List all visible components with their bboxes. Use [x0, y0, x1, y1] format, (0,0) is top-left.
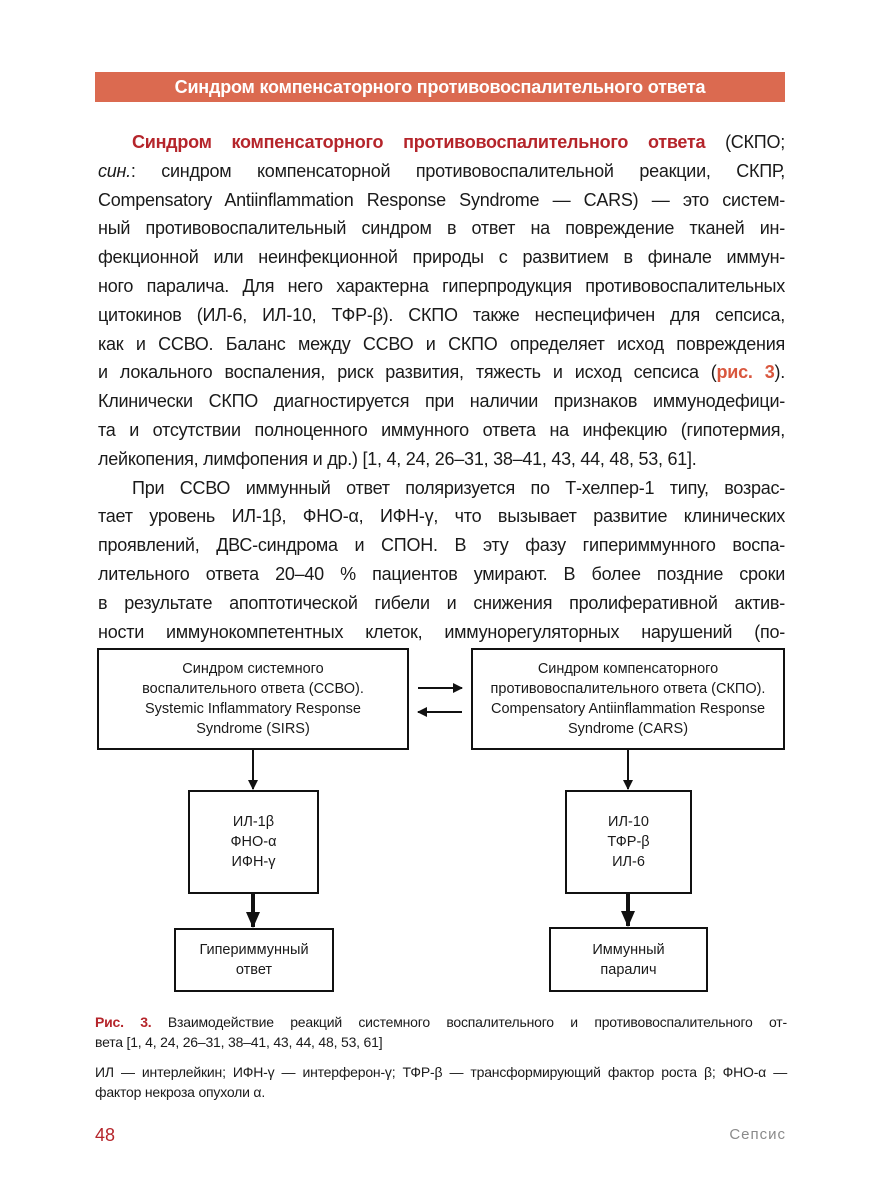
caption-text: вета [1, 4, 24, 26–31, 38–41, 43, 44, 48, 53, 61] [95, 1034, 383, 1050]
cytokine: ТФР-β [607, 834, 650, 850]
text-segment: и локального воспаления, риск развития, тяжесть и исход сепсиса ( [98, 362, 717, 383]
text-segment: син. [98, 160, 131, 181]
figure-reference-link[interactable]: рис. 3 [716, 362, 775, 383]
outcome-line: паралич [600, 961, 657, 978]
section-title-banner: Синдром компенсаторного противовоспалительного ответа [95, 72, 785, 102]
text-segment: проявлений, ДВС-синдрома и СПОН. В эту фазу гипериммунного воспа- [98, 535, 785, 556]
figure-notes [95, 1062, 787, 1102]
text-segment: (СКПО; [705, 132, 785, 152]
outcome-line: Гипериммунный [199, 942, 309, 958]
figure-label: Рис. 3. [95, 1014, 152, 1030]
sirs-box-line: воспалительного ответа (ССВО). [142, 681, 364, 697]
cytokine: ИЛ-6 [612, 854, 645, 870]
cars-outcome-box [549, 927, 708, 992]
cars-box [471, 648, 785, 750]
cytokine: ИЛ-1β [232, 814, 275, 830]
text-segment: в результате апоптотической гибели и снижения пролиферативной актив- [98, 592, 785, 613]
outcome-line: Иммунный [592, 941, 665, 958]
caption-text: Взаимодействие реакций системного воспалительного и противовоспалительного от- [151, 1014, 787, 1030]
text-segment: тает уровень ИЛ-1β, ФНО-α, ИФН-γ, что вызывает развитие клинических [98, 506, 785, 527]
figure-caption [95, 1012, 787, 1052]
text-segment: фекционной или неинфекционной природы с развитием в финале иммун- [98, 247, 785, 268]
sirs-box-line: Systemic Inflammatory Response [145, 701, 361, 717]
text-segment: : синдром компенсаторной противовоспалительной реакции, СКПР, [130, 160, 785, 181]
defined-term: Синдром компенсаторного противовоспалительного ответа [132, 132, 706, 152]
cytokine: ИФН-γ [231, 854, 276, 870]
notes-line: ИЛ — интерлейкин; ИФН-γ — интерферон-γ; ТФР-β — трансформирующий фактор роста β; ФНО-α — [95, 1064, 787, 1080]
text-segment: Клинически СКПО диагностируется при наличии признаков иммунодефици- [98, 391, 785, 412]
cars-box-line: Syndrome (CARS) [567, 721, 689, 737]
text-segment: как и ССВО. Баланс между ССВО и СКПО определяет исход повреждения [98, 333, 785, 354]
text-segment: ный противовоспалительный синдром в ответ на повреждение тканей ин- [98, 218, 785, 239]
text-segment: та и отсутствии полноценного иммунного ответа на инфекцию (гипотермия, [98, 419, 785, 440]
text-segment: ). [774, 362, 785, 383]
sirs-box-line: Syndrome (SIRS) [196, 721, 310, 737]
text-segment: лейкопения, лимфопения и др.) [1, 4, 24, 26–31, 38–41, 43, 44, 48, 53, 61]. [98, 448, 697, 469]
text-segment: ного паралича. Для него характерна гиперпродукция противовоспалительных [98, 275, 785, 296]
text-segment: Compensatory Antiinflammation Response Syndrome — CARS) — это систем- [98, 189, 785, 210]
text-segment: При ССВО иммунный ответ поляризуется по Т-хелпер-1 типу, возрас- [132, 477, 785, 498]
page-number: 48 [95, 1125, 116, 1145]
cars-cytokines-box [565, 790, 692, 894]
cytokine: ИЛ-10 [608, 814, 649, 830]
sirs-cytokines-box [188, 790, 319, 894]
text-segment: цитокинов (ИЛ-6, ИЛ-10, ТФР-β). СКПО также неспецифичен для сепсиса, [98, 304, 785, 325]
cars-box-line: Compensatory Antiinflammation Response [490, 701, 766, 717]
outcome-line: ответ [235, 962, 273, 978]
text-segment: ности иммунокомпетентных клеток, иммунорегуляторных нарушений (по- [98, 621, 785, 642]
cars-box-line: противовоспалительного ответа (СКПО). [490, 681, 766, 697]
sirs-box-line: Синдром системного [182, 661, 324, 677]
sirs-outcome-box [174, 928, 334, 992]
cars-box-line: Синдром компенсаторного [537, 661, 719, 677]
text-segment: лительного ответа 20–40 % пациентов умирают. В более поздние сроки [98, 563, 785, 584]
sirs-box [97, 648, 409, 750]
notes-line: фактор некроза опухоли α. [95, 1084, 266, 1100]
running-title: Сепсис [729, 1126, 786, 1143]
cytokine: ФНО-α [230, 834, 277, 850]
